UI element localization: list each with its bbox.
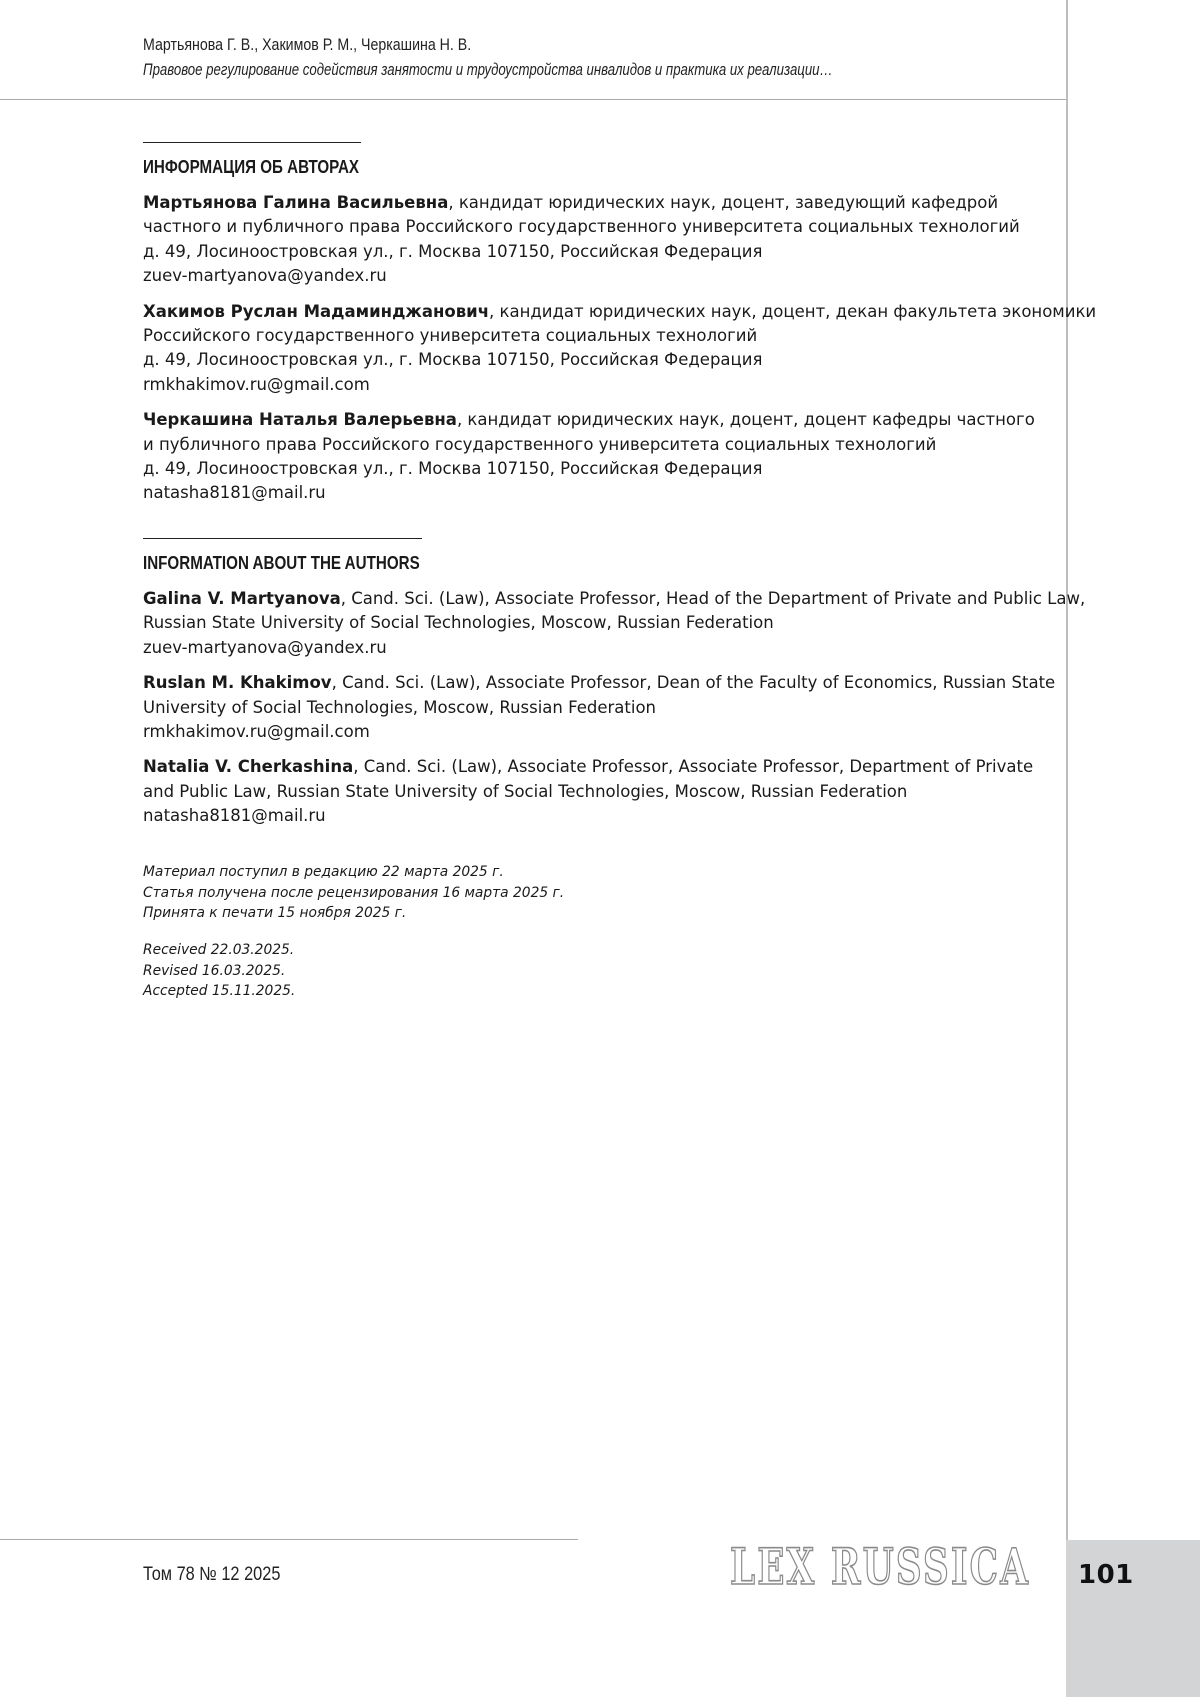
date-received: Материал поступил в редакцию 22 марта 2025 г. <box>143 864 504 880</box>
author-entry <box>143 755 1073 828</box>
author-credentials: , кандидат юридических наук, доцент, декан факультета экономики <box>489 301 1097 321</box>
author-entry <box>143 671 1073 744</box>
authors-info-ru <box>143 142 1097 517</box>
author-name: Хакимов Руслан Мадаминджанович <box>143 301 490 321</box>
author-affiliation: Russian State University of Social Technologies, Moscow, Russian Federation <box>143 613 774 633</box>
authors-info-en <box>143 538 1086 840</box>
author-name: Natalia V. Cherkashina <box>143 757 354 777</box>
author-name: Мартьянова Галина Васильевна <box>143 193 449 212</box>
author-credentials: , Cand. Sci. (Law), Associate Professor, Head of the Department of Private and Public Law, <box>340 589 1086 608</box>
author-name: Galina V. Martyanova <box>143 589 341 608</box>
author-email[interactable]: natasha8181@mail.ru <box>143 806 326 826</box>
date-received: Received 22.03.2025. <box>143 942 295 958</box>
author-address: д. 49, Лосиноостровская ул., г. Москва 107150, Российская Федерация <box>143 350 763 370</box>
author-affiliation: частного и публичного права Российского государственного университета социальных технологий <box>143 217 1020 237</box>
author-credentials: , кандидат юридических наук, доцент, заведующий кафедрой <box>448 193 999 212</box>
header-divider <box>0 99 1067 100</box>
date-revised: Статья получена после рецензирования 16 марта 2025 г. <box>143 884 565 901</box>
page-number: 101 <box>1078 1560 1134 1590</box>
author-email[interactable]: zuev-martyanova@yandex.ru <box>143 637 387 657</box>
date-accepted: Accepted 15.11.2025. <box>143 983 296 999</box>
header-authors: Мартьянова Г. В., Хакимов Р. М., Черкашина Н. В. <box>143 36 472 54</box>
section-heading: ИНФОРМАЦИЯ ОБ АВТОРАХ <box>143 156 360 177</box>
section-heading: INFORMATION ABOUT THE AUTHORS <box>143 552 420 573</box>
author-affiliation: и публичного права Российского государственного университета социальных технологий <box>143 434 937 454</box>
author-address: д. 49, Лосиноостровская ул., г. Москва 107150, Российская Федерация <box>143 459 763 479</box>
header-article-title: Правовое регулирование содействия занятости и трудоустройства инвалидов и практика их реализации… <box>143 61 833 79</box>
author-name: Черкашина Наталья Валерьевна <box>143 410 457 430</box>
author-affiliation: Российского государственного университета социальных технологий <box>143 326 758 346</box>
author-credentials: , кандидат юридических наук, доцент, доцент кафедры частного <box>456 410 1035 430</box>
author-entry <box>143 408 1073 506</box>
author-credentials: , Cand. Sci. (Law), Associate Professor, Associate Professor, Department of Private <box>353 757 1034 777</box>
footer-divider <box>0 1539 578 1540</box>
issue-info: Том 78 № 12 2025 <box>143 1564 281 1585</box>
author-name: Ruslan M. Khakimov <box>143 673 332 693</box>
author-entry <box>143 587 1086 660</box>
submission-dates-en <box>143 940 295 1002</box>
author-email[interactable]: natasha8181@mail.ru <box>143 483 326 503</box>
author-entry <box>143 191 1073 289</box>
author-email[interactable]: rmkhakimov.ru@gmail.com <box>143 374 370 394</box>
author-address: д. 49, Лосиноостровская ул., г. Москва 107150, Российская Федерация <box>143 241 763 261</box>
author-affiliation: and Public Law, Russian State University of Social Technologies, Moscow, Russian Federation <box>143 781 908 801</box>
author-credentials: , Cand. Sci. (Law), Associate Professor, Dean of the Faculty of Economics, Russian State <box>331 673 1056 693</box>
journal-logo <box>728 1536 1032 1596</box>
section-rule <box>143 538 422 539</box>
date-revised: Revised 16.03.2025. <box>143 962 286 979</box>
author-email[interactable]: rmkhakimov.ru@gmail.com <box>143 722 370 742</box>
submission-dates-ru <box>143 862 564 924</box>
section-rule <box>143 142 361 143</box>
date-accepted: Принята к печати 15 ноября 2025 г. <box>143 905 407 921</box>
author-affiliation: University of Social Technologies, Moscow, Russian Federation <box>143 697 656 717</box>
running-header <box>143 34 1053 82</box>
journal-logo-text: LEX RUSSICA <box>730 1537 1030 1596</box>
author-email[interactable]: zuev-martyanova@yandex.ru <box>143 266 387 286</box>
author-entry <box>143 300 1097 398</box>
